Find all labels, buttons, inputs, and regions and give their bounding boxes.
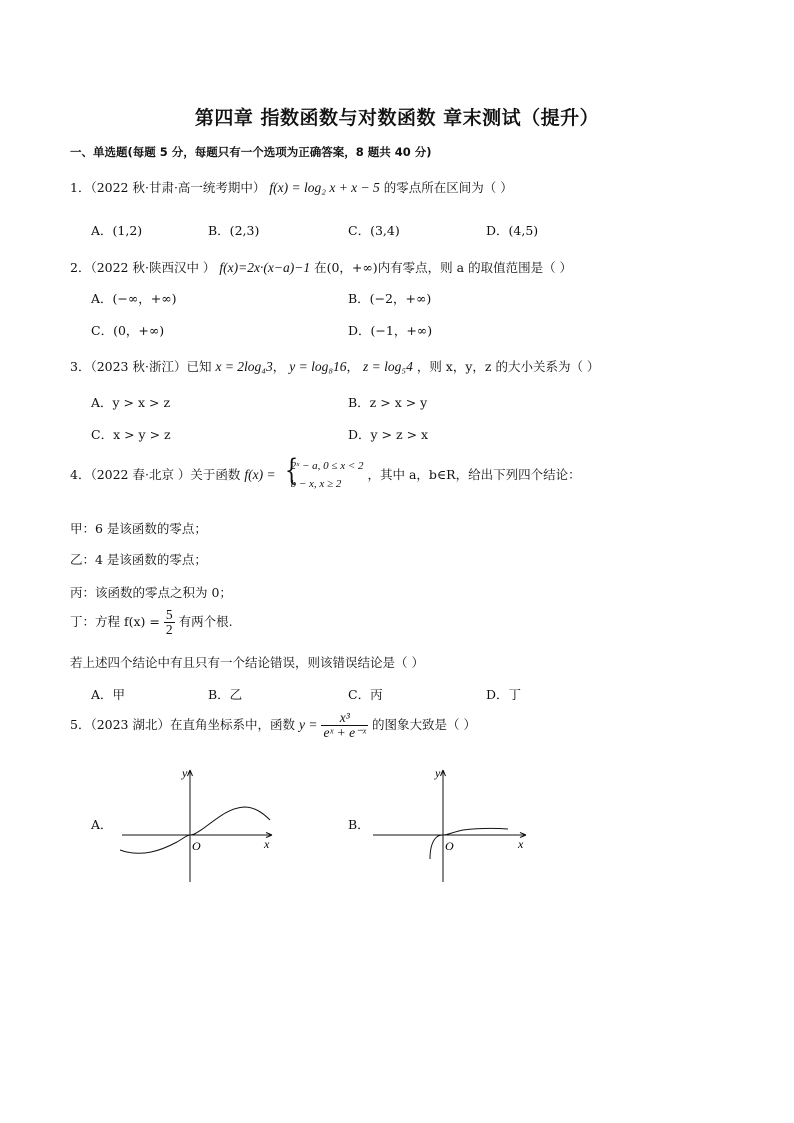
q4-option-b[interactable]: B．乙 (208, 687, 243, 702)
q2-option-c[interactable]: C．(0，+∞) (91, 323, 165, 338)
q4-statement-2: 乙：4 是该函数的零点； (70, 552, 207, 567)
page-title: 第四章 指数函数与对数函数 章末测试（提升） (194, 107, 600, 129)
q1-option-d[interactable]: D．(4,5) (486, 223, 539, 238)
q4-option-a[interactable]: A．甲 (91, 687, 126, 702)
q2-option-a[interactable]: A．(−∞，+∞) (91, 291, 177, 306)
q3-option-d[interactable]: D．y > z > x (348, 427, 429, 442)
q4-fraction-den: 2 (165, 622, 173, 638)
graph-a-origin: O (192, 839, 201, 853)
question-3: 3．（2023 秋·浙江）已知 x = 2log₄3， y = log₈16， z = log₅4 ，则 x，y，z 的大小关系为（ ） (70, 359, 600, 374)
q3-option-c[interactable]: C．x > y > z (91, 427, 171, 442)
q3-option-b[interactable]: B．z > x > y (348, 395, 428, 410)
graph-b-label[interactable]: B． (348, 817, 370, 832)
q3-option-a[interactable]: A．y > x > z (91, 395, 171, 410)
q3-z-expression: z = log₅4 (363, 359, 413, 374)
q4-option-c[interactable]: C．丙 (348, 687, 383, 702)
q4-function-name: f(x) = (244, 467, 276, 483)
q3-prefix: 3．（2023 秋·浙江）已知 (70, 359, 212, 374)
brace-icon: { (284, 453, 298, 488)
graph-a-y-label: y (182, 766, 188, 780)
q2-option-b[interactable]: B．(−2，+∞) (348, 291, 432, 306)
question-4 (70, 453, 581, 493)
q4-prefix: 4．（2022 春·北京 ）关于函数 (70, 467, 241, 483)
q4-suffix: ，其中 a，b∈R，给出下列四个结论： (367, 467, 581, 483)
graph-b-y-label: y (435, 766, 441, 780)
q4-case-2: b − x, x ≥ 2 (290, 477, 342, 490)
q3-suffix: ，则 x，y，z 的大小关系为（ ） (416, 359, 600, 374)
q1-prefix: 1．（2022 秋·甘肃·高一统考期中） (70, 180, 266, 195)
graph-b[interactable] (368, 762, 533, 887)
q4-s4-pre: 丁：方程 f(x) = (70, 614, 160, 630)
section-heading: 一、单选题(每题 5 分，每题只有一个选项为正确答案，8 题共 40 分) (70, 145, 432, 159)
q5-y-eq: y = (298, 717, 318, 733)
q1-option-c[interactable]: C．(3,4) (348, 223, 400, 238)
q1-expression: f(x) = log₂ x + x − 5 (269, 180, 380, 195)
q4-fraction-num: 5 (165, 607, 173, 622)
q4-statement-4 (70, 608, 233, 637)
question-2 (70, 258, 572, 276)
graph-a-x-label: x (264, 837, 270, 851)
q1-suffix: 的零点所在区间为（ ） (383, 180, 513, 195)
q4-statement-3: 丙：该函数的零点之积为 0； (70, 585, 232, 600)
q1-option-b[interactable]: B．(2,3) (208, 223, 260, 238)
q5-fraction-num: x³ (321, 711, 368, 726)
q3-y-expression: y = log₈16 (289, 359, 347, 374)
q2-prefix: 2．（2022 秋·陕西汉中 ） (70, 260, 216, 275)
graph-b-x-label: x (518, 837, 524, 851)
graph-a[interactable] (112, 762, 287, 887)
q4-option-d[interactable]: D．丁 (486, 687, 522, 702)
q4-s4-post: 有两个根. (178, 614, 233, 630)
q5-prefix: 5．（2023 湖北）在直角坐标系中，函数 (70, 717, 295, 733)
q5-fraction (321, 711, 368, 740)
question-1 (70, 178, 513, 196)
q4-case-1: 2ˣ − a, 0 ≤ x < 2 (290, 460, 364, 472)
graph-a-label[interactable]: A． (91, 817, 113, 832)
q3-x-expression: x = 2log₄3 (215, 359, 273, 374)
graph-b-curve (430, 828, 508, 859)
q4-ask: 若上述四个结论中有且只有一个结论错误，则该错误结论是（ ） (70, 655, 424, 670)
q4-fraction (164, 608, 175, 637)
q2-suffix: 在(0，+∞)内有零点，则 a 的取值范围是（ ） (314, 260, 573, 275)
graph-b-origin: O (445, 839, 454, 853)
q4-piecewise (282, 453, 364, 493)
q2-option-d[interactable]: D．(−1，+∞) (348, 323, 433, 338)
q4-statement-1: 甲：6 是该函数的零点； (70, 521, 207, 536)
q5-suffix: 的图象大致是（ ） (372, 717, 477, 733)
question-5 (70, 711, 476, 740)
q1-option-a[interactable]: A．(1,2) (91, 223, 143, 238)
q2-expression: f(x)=2x·(x−a)−1 (219, 260, 311, 275)
q5-fraction-den: eˣ + e⁻ˣ (323, 725, 367, 741)
